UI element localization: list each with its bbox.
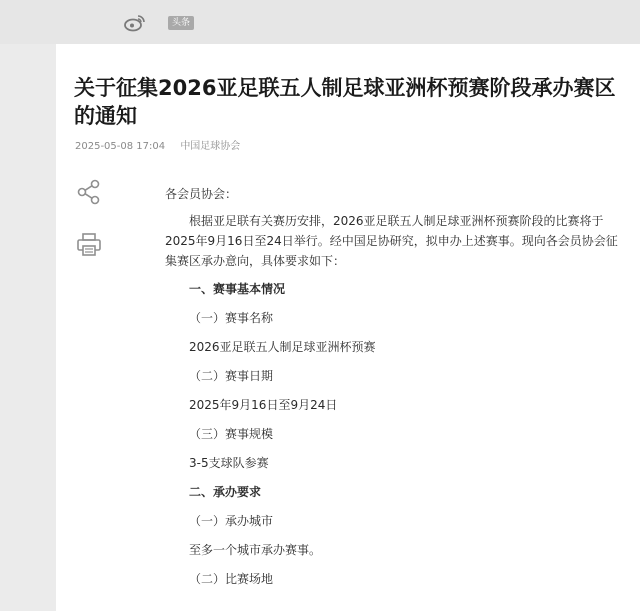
article-source[interactable]: 中国足球协会 [180, 141, 241, 152]
item-label-host-city: （一）承办城市 [189, 514, 274, 528]
share-icon[interactable] [76, 179, 102, 205]
top-bar [0, 0, 640, 44]
section-heading-requirements: 二、承办要求 [189, 485, 262, 499]
publish-date: 2025-05-08 17:04 [75, 141, 166, 152]
print-icon[interactable] [76, 232, 102, 258]
section-heading-basic-info: 一、赛事基本情况 [189, 282, 286, 296]
item-value-event-dates: 2025年9月16日至9月24日 [189, 398, 338, 412]
article-body [165, 180, 625, 604]
item-value-event-scale: 3-5支球队参赛 [189, 456, 269, 470]
weibo-icon[interactable] [124, 14, 146, 32]
article-title: 关于征集2026亚足联五人制足球亚洲杯预赛阶段承办赛区的通知 [74, 76, 616, 128]
truncated-text-line [165, 594, 625, 604]
share-platforms [124, 14, 194, 32]
toutiao-badge[interactable]: 头条 [168, 16, 194, 30]
article-meta [75, 137, 240, 152]
item-value-host-city: 至多一个城市承办赛事。 [189, 543, 322, 557]
article-card [56, 44, 640, 611]
intro-paragraph: 根据亚足联有关赛历安排，2026亚足联五人制足球亚洲杯预赛阶段的比赛将于2025年9月16日至24日举行。经中国足协研究，拟申办上述赛事。现向各会员协会征集赛区承办意向，具体要求如下： [165, 214, 618, 268]
item-label-event-name: （一）赛事名称 [189, 311, 274, 325]
item-label-event-dates: （二）赛事日期 [189, 369, 274, 383]
item-label-event-scale: （三）赛事规模 [189, 427, 274, 441]
item-label-venue: （二）比赛场地 [189, 572, 274, 586]
item-value-event-name: 2026亚足联五人制足球亚洲杯预赛 [189, 340, 376, 354]
salutation: 各会员协会： [165, 187, 238, 201]
